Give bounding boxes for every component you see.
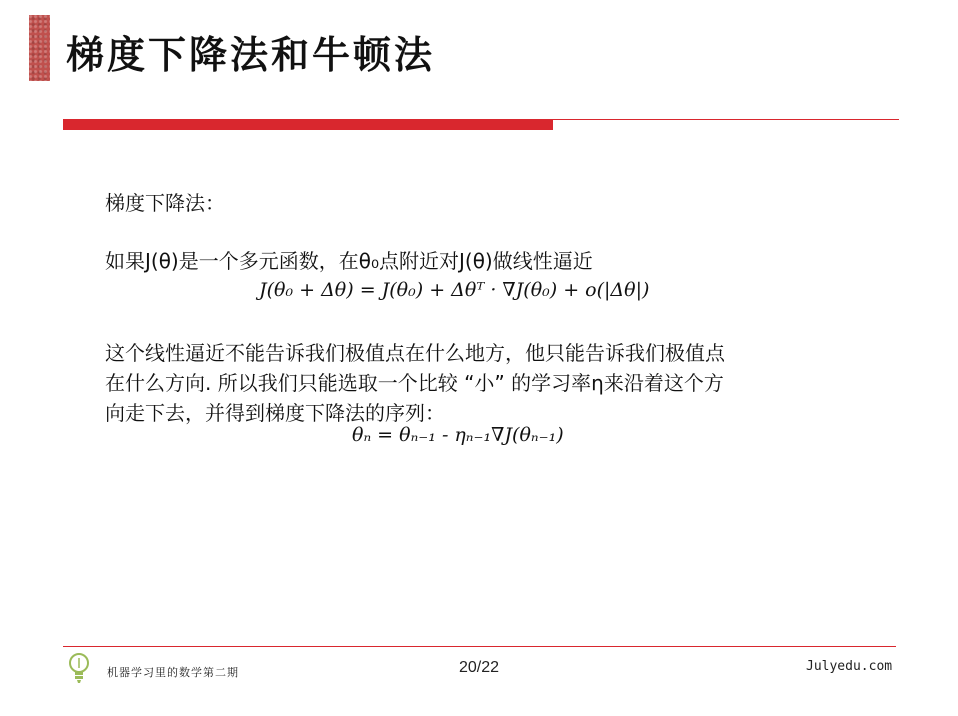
formula-gradient-descent: θₙ = θₙ₋₁ - ηₙ₋₁∇J(θₙ₋₁) (352, 424, 564, 446)
title-decoration-block (29, 15, 50, 81)
paragraph-line-2: 在什么方向. 所以我们只能选取一个比较 “小” 的学习率η来沿着这个方 (105, 371, 724, 395)
footer-divider (63, 646, 896, 647)
title-underline-thick (63, 119, 553, 130)
footer-course-name: 机器学习里的数学第二期 (107, 666, 239, 679)
paragraph-line-1: 这个线性逼近不能告诉我们极值点在什么地方，他只能告诉我们极值点 (105, 341, 725, 365)
section-heading: 梯度下降法： (105, 191, 225, 215)
footer-website: Julyedu.com (806, 659, 893, 674)
title-underline-thin (553, 119, 899, 120)
paragraph-line-3: 向走下去，并得到梯度下降法的序列： (105, 401, 445, 425)
paragraph-linear-approx: 如果J(θ)是一个多元函数，在θ₀点附近对J(θ)做线性逼近 (105, 249, 593, 273)
lightbulb-icon (67, 652, 91, 686)
slide-body-2 (105, 338, 895, 428)
slide-body (105, 188, 895, 276)
formula-taylor-approx: J(θ₀ + Δθ) = J(θ₀) + Δθᵀ · ∇J(θ₀) + o(|Δθ|) (259, 279, 650, 301)
page-number: 20/22 (459, 659, 500, 676)
slide-title: 梯度下降法和牛顿法 (66, 32, 436, 77)
